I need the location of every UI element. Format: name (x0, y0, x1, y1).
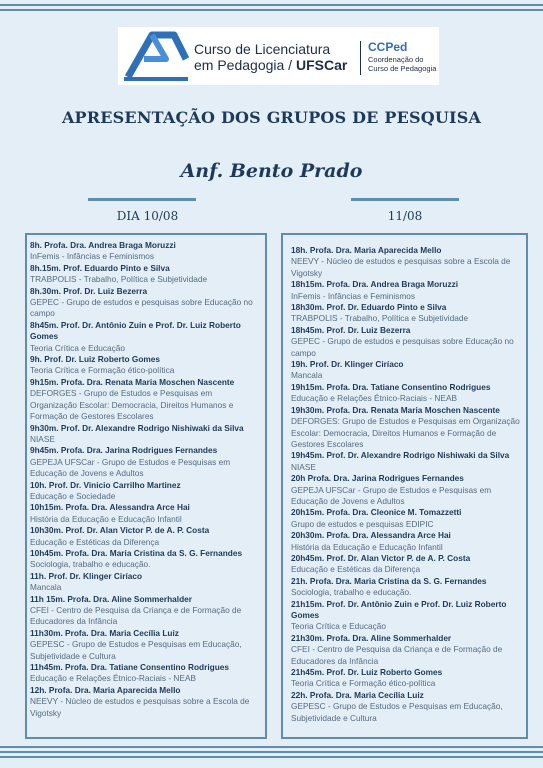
top-stripe (0, 9, 543, 11)
entry-time-presenter: 12h. Profa. Dra. Maria Aparecida Mello (30, 684, 181, 695)
entry-time-presenter: 8h.15m. Prof. Eduardo Pinto e Silva (30, 262, 170, 273)
entry-time-presenter: 19h. Prof. Dr. Klinger Ciríaco (291, 359, 404, 370)
entry-group-description: CFEI - Centro de Pesquisa da Criança e de Formação de Educadores da Infância (291, 644, 503, 666)
course-line-2a: em Pedagogia / (194, 57, 296, 73)
pedagogia-logo-icon (122, 29, 190, 83)
schedule-entry (30, 662, 261, 685)
schedule-entry (291, 599, 522, 633)
university-name: UFSCar (295, 57, 348, 73)
schedule-entry (30, 354, 261, 377)
day-divider-left (88, 198, 196, 201)
schedule-entry (30, 320, 261, 354)
schedule-entry (30, 445, 261, 479)
schedule-entry (291, 667, 522, 690)
entry-group-description: Sociologia, trabalho e educação. (30, 559, 151, 570)
entry-time-presenter: 10h30m. Prof. Dr. Alan Victor P. de A. P. Costa (30, 525, 210, 536)
schedule-entry (291, 473, 522, 507)
logo-divider (360, 41, 361, 75)
entry-group-description: DEFORGES: Grupo de Estudos e Pesquisas em Organização Escolar: Democracia, Direitos Humanos e Formação de Gestores Escolares (291, 416, 520, 449)
entry-group-description: TRABPOLIS - Trabalho, Política e Subjetividade (291, 313, 469, 324)
entry-group-description: Educação e Estéticas da Diferença (30, 536, 160, 547)
schedule-entry (30, 480, 261, 503)
entry-group-description: Educação e Relações Étnico-Raciais - NEAB (30, 673, 197, 684)
schedule-entry (30, 286, 261, 320)
course-name (194, 41, 347, 73)
entry-time-presenter: 11h30m. Profa. Dra. Maria Cecília Luiz (30, 627, 179, 638)
entry-group-description: NEEVY - Núcleo de estudos e pesquisas sobre a Escola de Vigotsky (291, 256, 511, 278)
schedule-entry (291, 279, 522, 302)
ccped-name: CCPed (368, 40, 408, 54)
entry-group-description: InFemis - Infâncias e Feminismos (30, 251, 155, 262)
entry-time-presenter: 20h15m. Profa. Dra. Cleonice M. Tomazzetti (291, 507, 462, 518)
bottom-stripe (0, 751, 543, 753)
schedule-entry (291, 302, 522, 325)
entry-group-description: GEPESC - Grupo de Estudos e Pesquisas em Educação, Subjetividade e Cultura (30, 639, 242, 661)
entry-group-description: Grupo de estudos e pesquisas EDIPIC (291, 518, 434, 529)
entry-group-description: Educação e Estéticas da Diferença (291, 564, 421, 575)
entry-time-presenter: 18h45m. Prof. Dr. Luiz Bezerra (291, 324, 411, 335)
schedule-entry (30, 423, 261, 446)
bottom-stripe (0, 746, 543, 748)
entry-time-presenter: 19h45m. Prof. Dr. Alexandre Rodrigo Nishiwaki da Silva (291, 450, 510, 461)
bottom-stripe (0, 756, 543, 758)
entry-time-presenter: 9h45m. Profa. Dra. Jarina Rodrigues Fernandes (30, 445, 218, 456)
schedule-entry (291, 530, 522, 553)
course-line-2 (194, 57, 347, 73)
entry-time-presenter: 21h30m. Profa. Dra. Aline Sommerhalder (291, 632, 452, 643)
entry-group-description: História da Educação e Educação Infantil (30, 513, 182, 524)
entry-time-presenter: 10h15m. Profa. Dra. Alessandra Arce Hai (30, 502, 190, 513)
schedule-entry (30, 377, 261, 423)
schedule-entry (30, 571, 261, 594)
venue-title: Anf. Bento Prado (180, 160, 363, 182)
entry-group-description: Teoria Crítica e Formação ético-política (30, 365, 175, 376)
schedule-entry (291, 325, 522, 359)
entry-time-presenter: 21h15m. Prof. Dr. Antônio Zuin e Prof. Dr. Luiz Roberto Gomes (291, 598, 507, 620)
entry-time-presenter: 19h30m. Profa. Dra. Renata Maria Moschen Nascente (291, 404, 500, 415)
entry-time-presenter: 18h30m. Prof. Dr. Eduardo Pinto e Silva (291, 302, 447, 313)
day-label-right: 11/08 (387, 209, 423, 223)
entry-time-presenter: 11h 15m. Profa. Dra. Aline Sommerhalder (30, 593, 193, 604)
schedule-entry (291, 382, 522, 405)
course-line-1: Curso de Licenciatura (194, 41, 331, 57)
entry-time-presenter: 22h. Profa. Dra. Maria Cecília Luiz (291, 689, 424, 700)
entry-time-presenter: 18h. Profa. Dra. Maria Aparecida Mello (291, 245, 442, 255)
entry-group-description: NIASE (30, 433, 55, 444)
schedule-entry (291, 553, 522, 576)
entry-time-presenter: 19h15m. Profa. Dra. Tatiane Consentino Rodrigues (291, 381, 491, 392)
entry-group-description: Educação e Relações Étnico-Raciais - NEAB (291, 393, 458, 404)
schedule-entry (291, 450, 522, 473)
entry-group-description: GEPEJA UFSCar - Grupo de Estudos e Pesquisas em Educação de Jovens e Adultos (30, 456, 231, 479)
entry-time-presenter: 21h45m. Prof. Dr. Luiz Roberto Gomes (291, 667, 443, 678)
entry-time-presenter: 8h. Profa. Dra. Andrea Braga Moruzzi (30, 240, 176, 250)
entry-group-description: Mancala (30, 582, 62, 593)
entry-time-presenter: 9h30m. Prof. Dr. Alexandre Rodrigo Nishiwaki da Silva (30, 422, 244, 433)
entry-time-presenter: 10h. Prof. Dr. Vinicio Carrilho Martinez (30, 479, 181, 490)
top-stripe (0, 4, 543, 6)
schedule-entry (291, 245, 522, 279)
schedule-entry (30, 548, 261, 571)
entry-group-description: Teoria Crítica e Educação (291, 621, 387, 632)
entry-group-description: GEPEC - Grupo de estudos e pesquisas sobre Educação no campo (30, 297, 253, 319)
schedule-entry (30, 263, 261, 286)
course-logo (118, 27, 439, 85)
schedule-entry (30, 525, 261, 548)
entry-time-presenter: 20h Profa. Dra. Jarina Rodrigues Fernandes (291, 473, 464, 484)
schedule-entry (291, 359, 522, 382)
entry-group-description: Sociologia, trabalho e educação. (291, 587, 412, 598)
entry-time-presenter: 8h.30m. Prof. Dr. Luiz Bezerra (30, 285, 148, 296)
schedule-entry (291, 690, 522, 724)
entry-time-presenter: 21h. Profa. Dra. Maria Cristina da S. G. Fernandes (291, 575, 487, 586)
entry-time-presenter: 9h15m. Profa. Dra. Renata Maria Moschen Nascente (30, 376, 235, 387)
entry-group-description: DEFORGES - Grupo de Estudos e Pesquisas em Organização Escolar: Democracia, Direitos Humanos e Formação de Gestores Escolares (30, 388, 234, 422)
entry-group-description: GEPEJA UFSCar - Grupo de Estudos e Pesquisas em Educação de Jovens e Adultos (291, 484, 492, 506)
schedule-entry (291, 633, 522, 667)
entry-time-presenter: 10h45m. Profa. Dra. Maria Cristina da S. G. Fernandes (30, 547, 243, 558)
entry-group-description: GEPESC - Grupo de Estudos e Pesquisas em Educação, Subjetividade e Cultura (291, 701, 503, 723)
entry-time-presenter: 20h45m. Prof. Dr. Alan Victor P. de A. P. Costa (291, 552, 471, 563)
entry-time-presenter: 20h30m. Profa. Dra. Alessandra Arce Hai (291, 530, 451, 541)
schedule-entry (30, 240, 261, 263)
entry-group-description: InFemis - Infâncias e Feminismos (291, 290, 416, 301)
entry-group-description: Educação e Sociedade (30, 490, 116, 501)
entry-group-description: NIASE (291, 461, 316, 472)
entry-time-presenter: 11h45m. Profa. Dra. Tatiane Consentino Rodrigues (30, 662, 230, 673)
schedule-entry (291, 507, 522, 530)
entry-group-description: Teoria Crítica e Educação (30, 342, 126, 353)
entry-time-presenter: 9h. Prof. Dr. Luiz Roberto Gomes (30, 354, 160, 365)
schedule-entry (30, 502, 261, 525)
page-title: APRESENTAÇÃO DOS GRUPOS DE PESQUISA (61, 108, 482, 127)
schedule-entry (30, 685, 261, 719)
entry-group-description: História da Educação e Educação Infantil (291, 541, 443, 552)
entry-group-description: CFEI - Centro de Pesquisa da Criança e de Formação de Educadores da Infância (30, 605, 242, 627)
ccped-line-2: Curso de Pedagogia (368, 64, 437, 73)
schedule-entry (30, 594, 261, 628)
entry-time-presenter: 8h45m. Prof. Dr. Antônio Zuin e Prof. Dr. Luiz Roberto Gomes (30, 319, 241, 342)
schedule-entry (291, 405, 522, 451)
day-divider-right (351, 198, 459, 201)
entry-group-description: Mancala (291, 370, 323, 381)
schedule-entry (291, 576, 522, 599)
schedule-panel-day1 (25, 233, 267, 739)
entry-time-presenter: 18h15m. Profa. Dra. Andrea Braga Moruzzi (291, 279, 459, 290)
entry-time-presenter: 11h. Prof. Dr. Klinger Ciríaco (30, 570, 143, 581)
ccped-line-1: Coordenação do (368, 55, 424, 64)
entry-group-description: TRABPOLIS - Trabalho, Política e Subjetividade (30, 274, 208, 285)
schedule-panel-day2 (281, 233, 528, 739)
schedule-entry (30, 628, 261, 662)
entry-group-description: NEEVY - Núcleo de estudos e pesquisas sobre a Escola de Vigotsky (30, 696, 250, 718)
ccped-subtitle (368, 55, 436, 73)
day-label-left: DIA 10/08 (116, 209, 179, 223)
entry-group-description: Teoria Crítica e Formação ético-política (291, 678, 436, 689)
entry-group-description: GEPEC - Grupo de estudos e pesquisas sobre Educação no campo (291, 336, 514, 358)
